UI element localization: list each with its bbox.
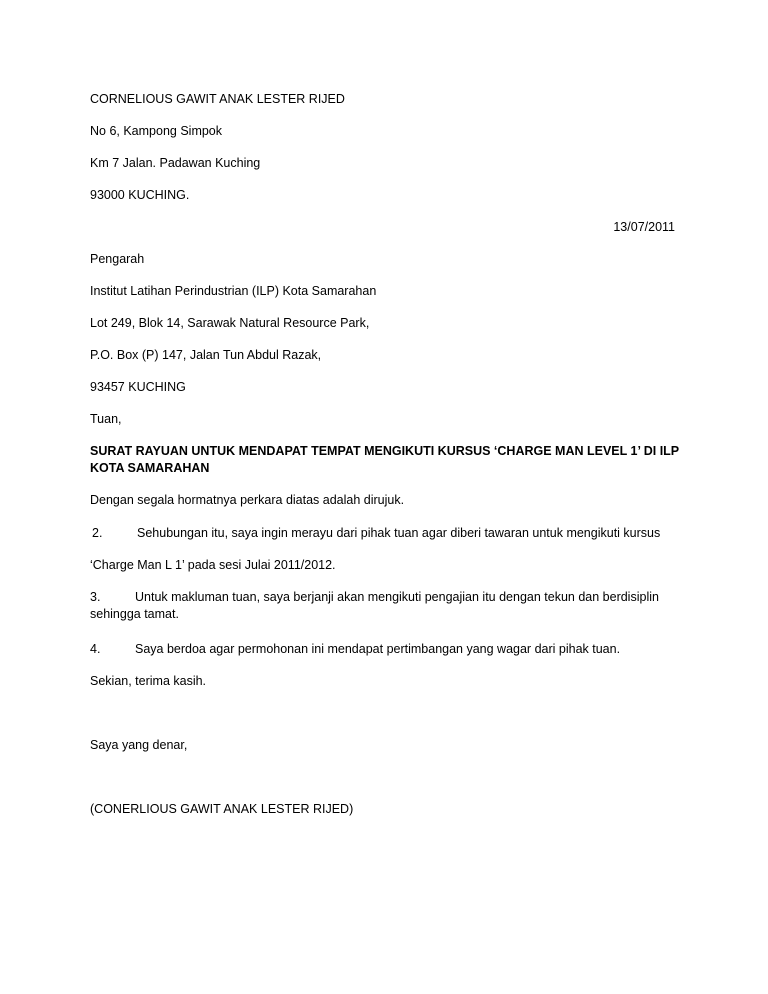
letter-date: 13/07/2011 (613, 220, 675, 234)
recipient-address-line1: Lot 249, Blok 14, Sarawak Natural Resource Park, (90, 316, 370, 330)
body-paragraph-3 (90, 589, 659, 605)
paragraph-text: Sehubungan itu, saya ingin merayu dari pihak tuan agar diberi tawaran untuk mengikuti kursus (137, 526, 661, 540)
signature-name: (CONERLIOUS GAWIT ANAK LESTER RIJED) (90, 802, 354, 816)
body-paragraph-1: Dengan segala hormatnya perkara diatas adalah dirujuk. (90, 493, 405, 507)
paragraph-number: 4. (90, 642, 101, 656)
signoff: Saya yang denar, (90, 738, 188, 752)
subject-line1: SURAT RAYUAN UNTUK MENDAPAT TEMPAT MENGIKUTI KURSUS ‘CHARGE MAN LEVEL 1’ DI ILP (90, 444, 680, 458)
body-paragraph-2 (90, 525, 660, 541)
paragraph-number: 3. (90, 590, 101, 604)
sender-address-line3: 93000 KUCHING. (90, 188, 190, 202)
sender-address-line1: No 6, Kampong Simpok (90, 124, 223, 138)
paragraph-text: Saya berdoa agar permohonan ini mendapat pertimbangan yang wagar dari pihak tuan. (135, 642, 621, 656)
subject-line2: KOTA SAMARAHAN (90, 461, 210, 475)
body-paragraph-2-continued: ‘Charge Man L 1’ pada sesi Julai 2011/2012. (90, 558, 336, 572)
sender-address-line2: Km 7 Jalan. Padawan Kuching (90, 156, 261, 170)
recipient-title: Pengarah (90, 252, 145, 266)
recipient-org: Institut Latihan Perindustrian (ILP) Kota Samarahan (90, 284, 377, 298)
paragraph-number: 2. (92, 526, 103, 540)
recipient-address-line2: P.O. Box (P) 147, Jalan Tun Abdul Razak, (90, 348, 322, 362)
recipient-address-line3: 93457 KUCHING (90, 380, 186, 394)
body-paragraph-3-continued: sehingga tamat. (90, 607, 179, 621)
closing: Sekian, terima kasih. (90, 674, 207, 688)
body-paragraph-4 (90, 641, 620, 657)
sender-name: CORNELIOUS GAWIT ANAK LESTER RIJED (90, 92, 345, 106)
salutation: Tuan, (90, 412, 122, 426)
paragraph-text: Untuk makluman tuan, saya berjanji akan mengikuti pengajian itu dengan tekun dan berdisiplin (135, 590, 659, 604)
